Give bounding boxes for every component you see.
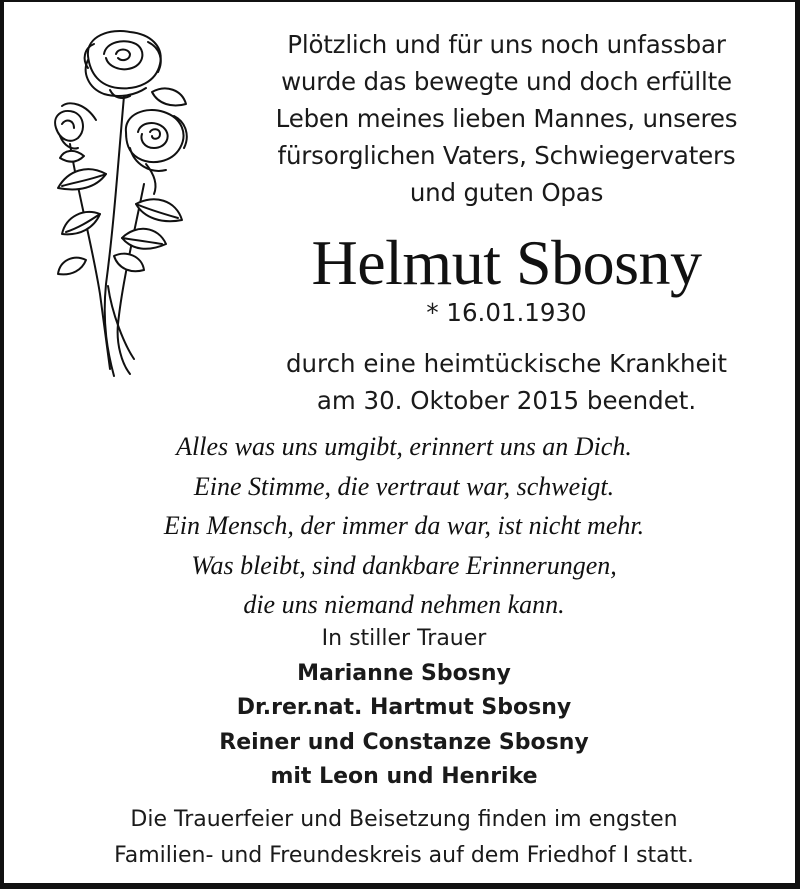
intro-line: Plötzlich und für uns noch unfassbar <box>287 30 726 59</box>
intro-line: fürsorglichen Vaters, Schwiegervaters <box>277 141 736 170</box>
mourner-name: Marianne Sbosny <box>297 660 511 686</box>
intro-line: Leben meines lieben Mannes, unseres <box>275 104 738 133</box>
funeral-notice <box>24 802 784 874</box>
deceased-name: Helmut Sbosny <box>311 227 702 298</box>
poem-line: Was bleibt, sind dankbare Erinnerungen, <box>191 550 617 580</box>
birth-date: * 16.01.1930 <box>426 298 587 327</box>
funeral-line: Die Trauerfeier und Beisetzung finden im engsten <box>130 807 678 832</box>
mourner-name: mit Leon und Henrike <box>270 764 538 789</box>
poem-line: Ein Mensch, der immer da war, ist nicht mehr. <box>163 511 645 540</box>
poem <box>24 427 784 625</box>
funeral-line: Familien- und Freundeskreis auf dem Friedhof I statt. <box>114 843 694 868</box>
mourner-name: Dr.rer.nat. Hartmut Sbosny <box>236 695 572 720</box>
intro-line: und guten Opas <box>409 178 604 207</box>
death-line: durch eine heimtückische Krankheit <box>285 349 728 378</box>
roses-icon <box>26 24 196 384</box>
poem-line: die uns niemand nehmen kann. <box>243 590 565 619</box>
mourners-block <box>24 622 784 795</box>
intro-text <box>219 26 794 211</box>
mourner-name: Reiner und Constanze Sbosny <box>219 729 589 755</box>
death-text <box>219 345 794 419</box>
intro-line: wurde das bewegte und doch erfüllte <box>281 67 732 96</box>
poem-line: Alles was uns umgibt, erinnert uns an Dich. <box>176 432 632 461</box>
death-line: am 30. Oktober 2015 beendet. <box>316 386 697 415</box>
poem-line: Eine Stimme, die vertraut war, schweigt. <box>193 471 615 501</box>
mourning-heading: In stiller Trauer <box>321 626 487 651</box>
